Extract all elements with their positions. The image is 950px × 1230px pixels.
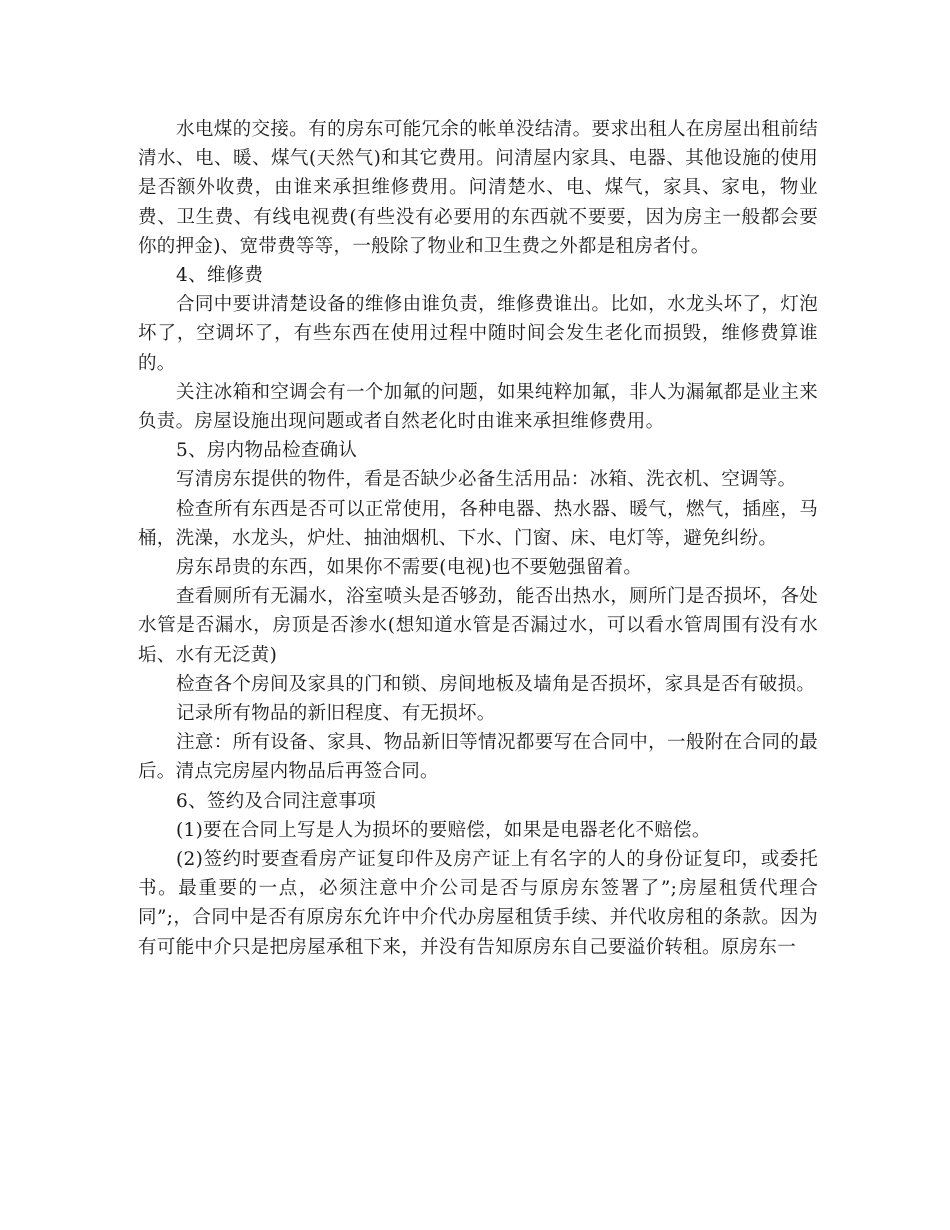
heading-item-inspection: 5、房内物品检查确认	[176, 440, 358, 462]
paragraph-repair-responsibility: 合同中要讲清楚设备的维修由谁负责，维修费谁出。比如，水龙头坏了，灯泡坏了，空调坏了，有些东西在使用过程中随时间会发生老化而损毁，维修费算谁的。	[138, 294, 818, 374]
document-body	[138, 115, 818, 962]
paragraph-check-documents: (2)签约时要查看房产证复印件及房产证上有名字的人的身份证复印，或委托书。最重要的一点，必须注意中介公司是否与原房东签署了”;房屋租赁代理合同”;，合同中是否有原房东允许中介代办房屋租赁手续、并代收房租的条款。因为有可能中介只是把房屋承租下来，并没有告知原房东自己要溢价转租。原房东一	[138, 849, 818, 958]
paragraph-expensive-items: 房东昂贵的东西，如果你不需要(电视)也不要勉强留着。	[176, 557, 643, 579]
paragraph-check-usage: 检查所有东西是否可以正常使用，各种电器、热水器、暖气，燃气，插座，马桶，洗澡，水龙头，炉灶、抽油烟机、下水、门窗、床、电灯等，避免纠纷。	[138, 498, 818, 549]
paragraph-note-contract: 注意：所有设备、家具、物品新旧等情况都要写在合同中，一般附在合同的最后。清点完房屋内物品后再签合同。	[138, 732, 818, 783]
paragraph-check-doors-locks: 检查各个房间及家具的门和锁、房间地板及墙角是否损坏，家具是否有破损。	[176, 673, 816, 695]
paragraph-record-condition: 记录所有物品的新旧程度、有无损坏。	[176, 703, 496, 725]
paragraph-check-leaks: 查看厕所有无漏水，浴室喷头是否够劲，能否出热水，厕所门是否损坏，各处水管是否漏水，房顶是否渗水(想知道水管是否漏过水，可以看水管周围有没有水垢、水有无泛黄)	[138, 586, 818, 666]
heading-repair-fees: 4、维修费	[176, 265, 264, 287]
paragraph-damage-compensation: (1)要在合同上写是人为损坏的要赔偿，如果是电器老化不赔偿。	[176, 819, 711, 841]
paragraph-list-items: 写清房东提供的物件，看是否缺少必备生活用品：冰箱、洗衣机、空调等。	[176, 469, 797, 491]
paragraph-fridge-aircon: 关注冰箱和空调会有一个加氟的问题，如果纯粹加氟，非人为漏氟都是业主来负责。房屋设施出现问题或者自然老化时由谁来承担维修费用。	[138, 381, 818, 433]
paragraph-utilities-handover: 水电煤的交接。有的房东可能冗余的帐单没结清。要求出租人在房屋出租前结清水、电、暖、煤气(天然气)和其它费用。问清屋内家具、电器、其他设施的使用是否额外收费，由谁来承担维修费用。问清楚水、电、煤气，家具、家电，物业费、卫生费、有线电视费(有些没有必要用的东西就不要要，因为房主一般都会要你的押金)、宽带费等等，一般除了物业和卫生费之外都是租房者付。	[138, 119, 818, 257]
heading-signing-notes: 6、签约及合同注意事项	[176, 790, 377, 812]
